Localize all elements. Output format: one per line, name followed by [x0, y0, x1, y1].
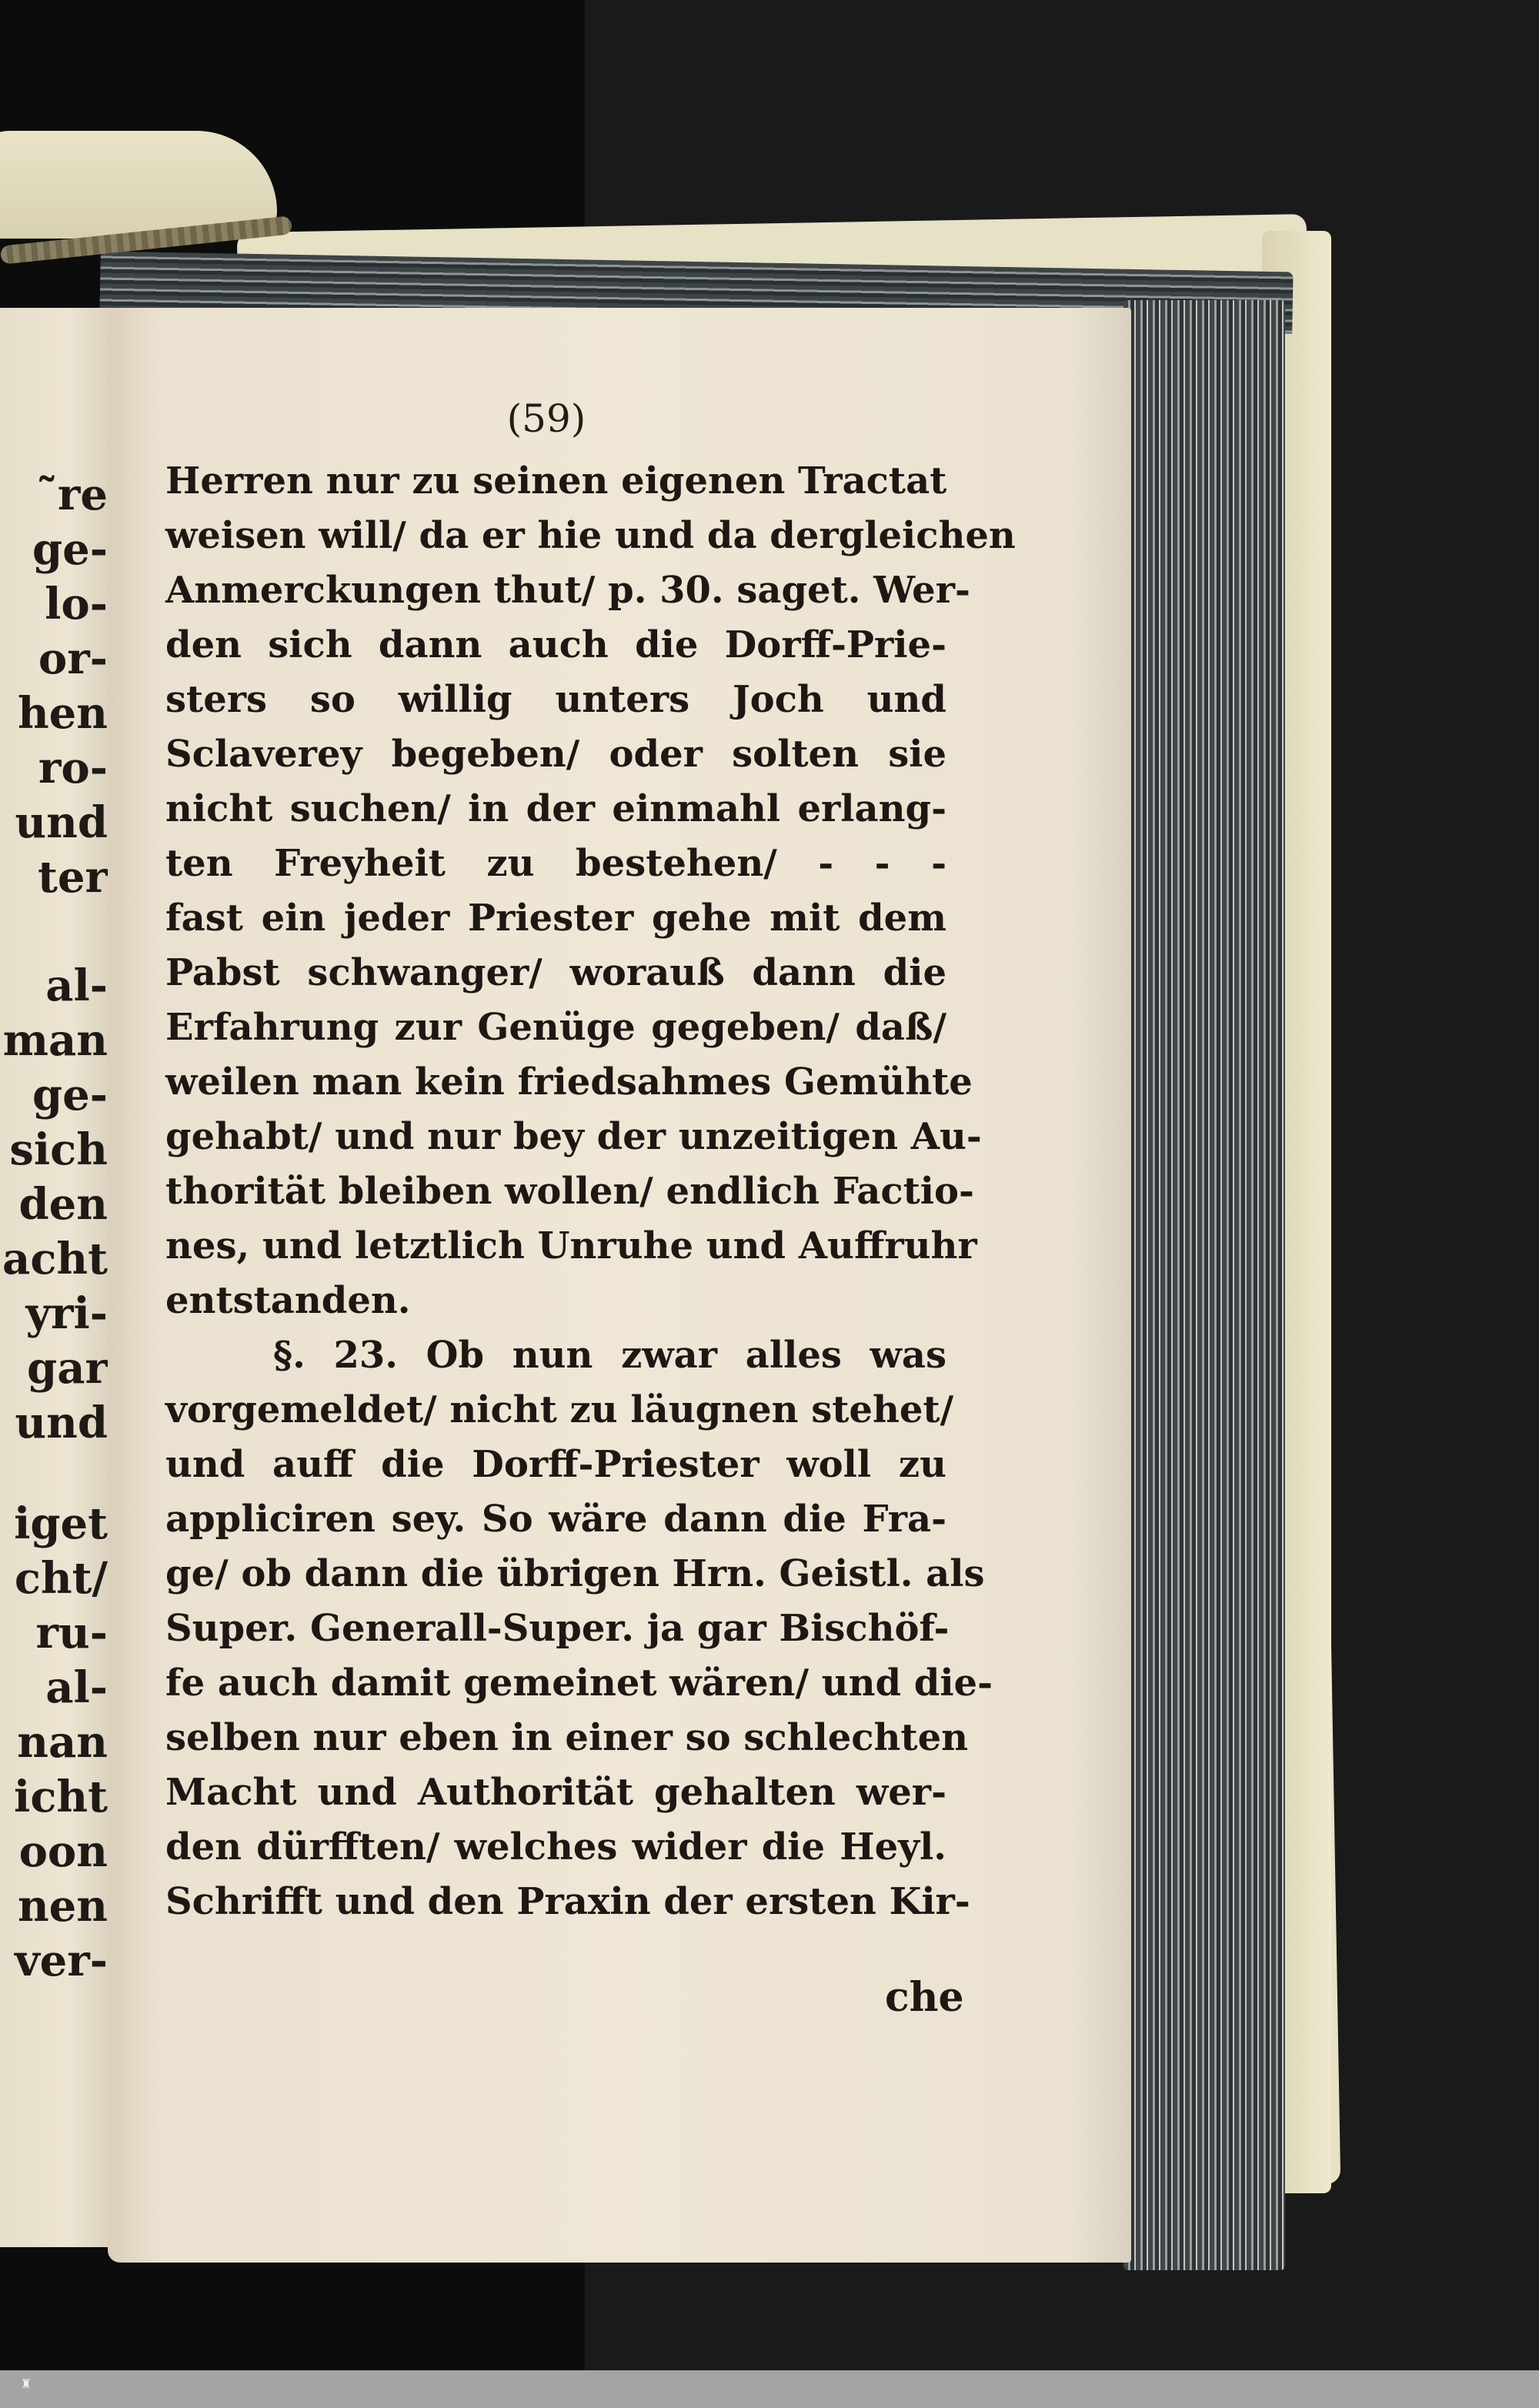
left-page-text-fragment: ter [38, 852, 108, 903]
left-page-text-fragment: ̃re [57, 469, 108, 520]
left-page-text-fragment: iget [14, 1498, 108, 1549]
text-line: gehabt/ und nur bey der unzeitigen Au- [165, 1115, 982, 1158]
left-page-text-fragment: ge- [32, 524, 108, 575]
left-page-text-fragment: und [15, 1398, 108, 1448]
left-page-text-fragment: yri- [25, 1288, 108, 1339]
text-line: Sclaverey begeben/ oder solten sie [165, 733, 946, 776]
text-line: entstanden. [165, 1279, 411, 1322]
text-line: ge/ ob dann die übrigen Hrn. Geistl. als [165, 1552, 985, 1595]
viewer-footer-bar [0, 2370, 1539, 2408]
left-page-text-fragment: man [2, 1015, 108, 1066]
left-page-text-fragment: nen [17, 1881, 108, 1932]
text-line: ten Freyheit zu bestehen/ - - - [165, 842, 946, 885]
text-line: nicht suchen/ in der einmahl erlang- [165, 787, 946, 830]
text-line: Herren nur zu seinen eigenen Tractat [165, 459, 947, 503]
left-page-text-fragment: oon [18, 1826, 108, 1877]
page-number: (59) [506, 396, 586, 441]
text-line: thorität bleiben wollen/ endlich Factio- [165, 1170, 974, 1213]
left-page-text-fragment: or- [38, 633, 108, 684]
left-page-text-fragment: ru- [35, 1608, 108, 1658]
text-line: Macht und Authorität gehalten wer- [165, 1771, 946, 1814]
left-page-text-fragment: und [15, 797, 108, 848]
left-page-text-fragment: ver- [15, 1935, 108, 1986]
left-page-text-fragment: sich [9, 1124, 108, 1175]
text-line: den dürfften/ welches wider die Heyl. [165, 1825, 946, 1869]
left-page-text-fragment: lo- [45, 579, 108, 630]
text-line: appliciren sey. So wäre dann die Fra- [165, 1498, 946, 1541]
text-line: Pabst schwanger/ worauß dann die [165, 951, 946, 994]
left-page-text-fragment: al- [45, 1662, 108, 1713]
text-line: Schrifft und den Praxin der ersten Kir- [165, 1880, 970, 1923]
text-line: weilen man kein friedsahmes Gemühte [165, 1060, 973, 1104]
text-line: Anmerckungen thut/ p. 30. saget. Wer- [165, 569, 970, 612]
left-page-text-fragment: ge- [32, 1070, 108, 1121]
text-line: sters so willig unters Joch und [165, 678, 946, 721]
text-line: vorgemeldet/ nicht zu läugnen stehet/ [165, 1388, 954, 1431]
left-page-sliver [0, 308, 115, 2247]
left-page-text-fragment: ro- [38, 743, 108, 793]
text-line: und auff die Dorff-Priester woll zu [165, 1443, 946, 1486]
text-line: nes, und letztlich Unruhe und Auffruhr [165, 1224, 977, 1267]
library-logo-icon: ♜ [20, 2376, 32, 2391]
left-page-text-fragment: icht [14, 1772, 108, 1822]
text-line: weisen will/ da er hie und da dergleichen [165, 514, 1016, 557]
text-line: Erfahrung zur Genüge gegeben/ daß/ [165, 1006, 946, 1049]
text-line: fe auch damit gemeinet wären/ und die- [165, 1662, 993, 1705]
text-line: Super. Generall-Super. ja gar Bischöf- [165, 1607, 950, 1650]
left-page-text-fragment: nan [17, 1717, 108, 1768]
text-line: fast ein jeder Priester gehe mit dem [165, 897, 946, 940]
left-page-text-fragment: acht [2, 1234, 108, 1284]
left-page-text-fragment: cht/ [14, 1553, 108, 1604]
text-line: §. 23. Ob nun zwar alles was [273, 1334, 946, 1377]
catchword: che [885, 1974, 964, 2021]
left-page-text-fragment: al- [45, 960, 108, 1011]
page-edges-side [1123, 300, 1285, 2270]
page-body-text [165, 454, 1016, 1929]
left-page-text-fragment: gar [27, 1343, 108, 1394]
left-page-text-fragment: hen [17, 688, 108, 739]
text-line: den sich dann auch die Dorff-Prie- [165, 623, 946, 666]
text-line: selben nur eben in einer so schlechten [165, 1716, 969, 1759]
left-page-text-fragment: den [18, 1179, 108, 1230]
